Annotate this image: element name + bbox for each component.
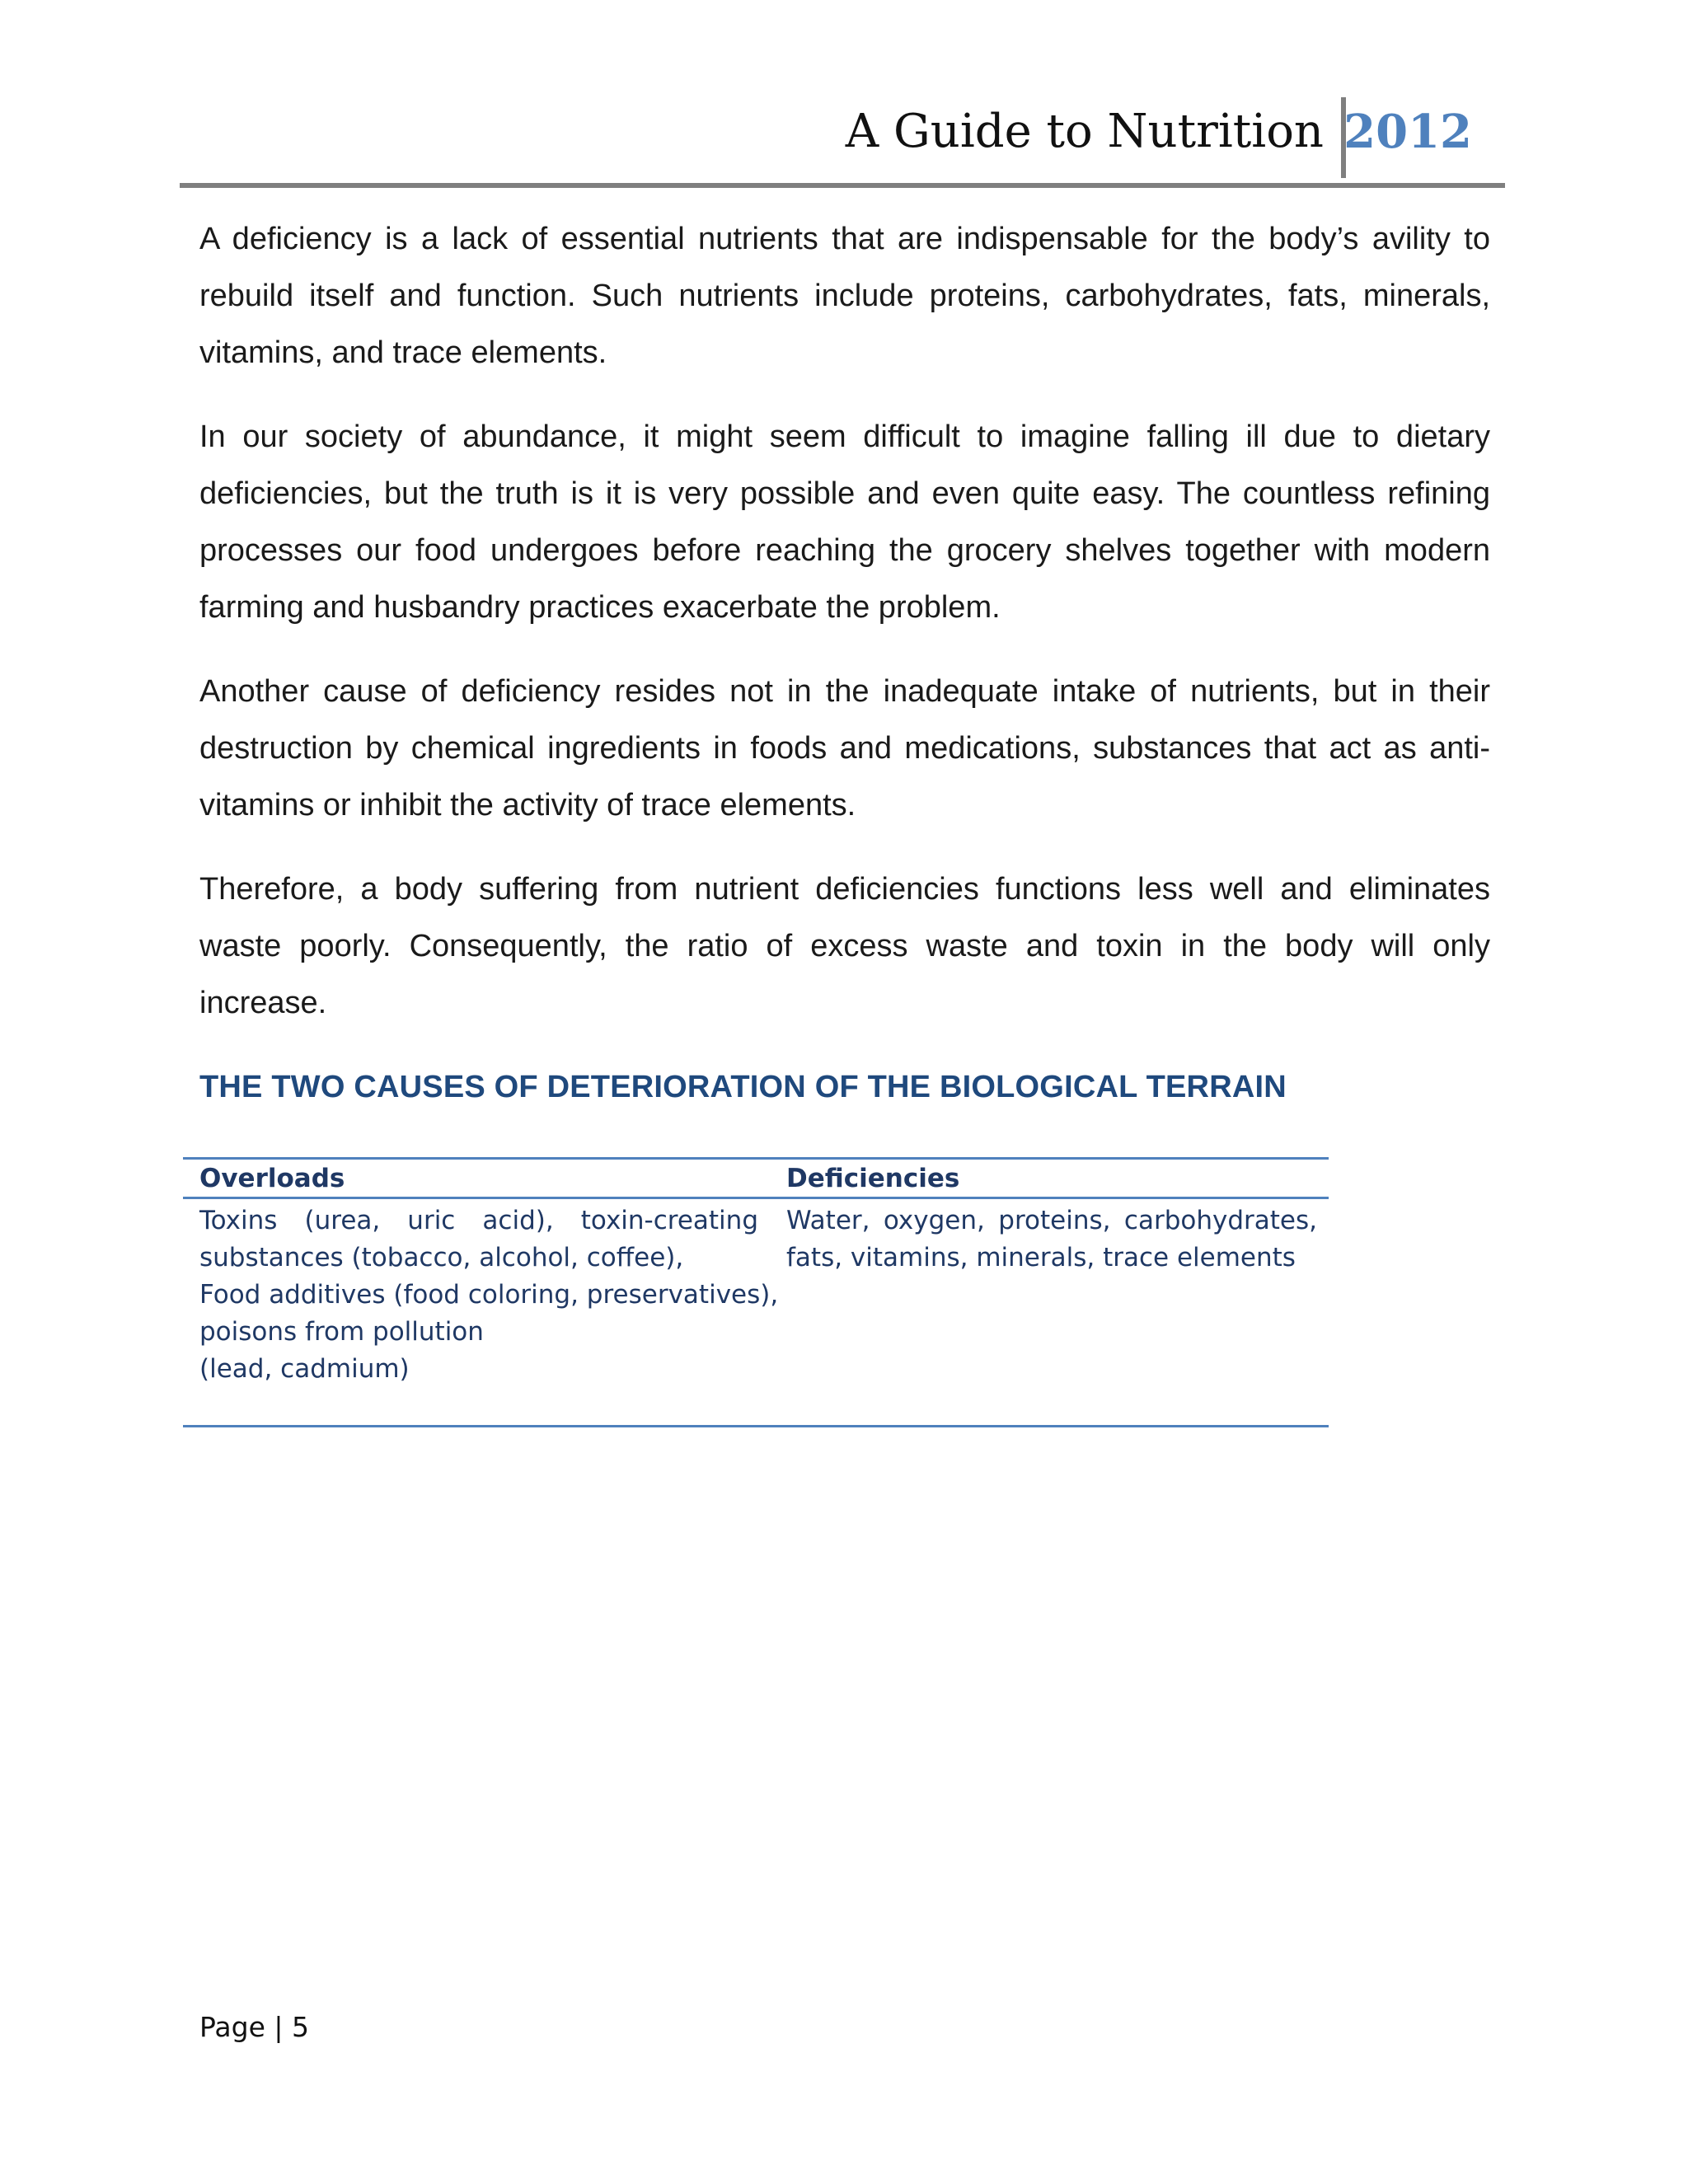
paragraph: In our society of abundance, it might seem difficult to imagine falling ill due to dietary deficiencies, but the truth is it is very possible and even quite easy. The countless refining processes our food undergoes before reaching the grocery shelves together with modern farming and husbandry practices exacerbate the problem. xyxy=(199,419,1490,625)
table-row xyxy=(183,1199,1329,1388)
page-header xyxy=(180,97,1505,188)
overloads-cell xyxy=(183,1202,779,1388)
table-header-row xyxy=(183,1160,1329,1199)
overloads-line: Food additives (food coloring, preservatives), xyxy=(199,1280,779,1310)
document-title: A Guide to Nutrition xyxy=(845,105,1324,158)
document-year: 2012 xyxy=(1343,105,1472,159)
overloads-line: Toxins (urea, uric acid), toxin-creating xyxy=(199,1206,758,1235)
paragraph: Another cause of deficiency resides not in the inadequate intake of nutrients, but in their destruction by chemical ingredients in foods and medications, substances that act as anti-vitamins or inhibit the activity of trace elements. xyxy=(199,674,1490,823)
deficiencies-line: fats, vitamins, minerals, trace elements xyxy=(786,1243,1296,1272)
overloads-line: poisons from pollution xyxy=(199,1317,484,1347)
column-header-deficiencies: Deficiencies xyxy=(786,1163,960,1193)
paragraph: A deficiency is a lack of essential nutrients that are indispensable for the body’s avility to rebuild itself and function. Such nutrients include proteins, carbohydrates, fats, minerals, vitamins, and trace elements. xyxy=(199,222,1490,370)
column-header-overloads: Overloads xyxy=(199,1163,345,1193)
body-text xyxy=(199,211,1490,1059)
overloads-line: substances (tobacco, alcohol, coffee), xyxy=(199,1243,684,1272)
causes-table xyxy=(183,1157,1329,1427)
deficiencies-cell xyxy=(770,1202,1329,1388)
section-heading: THE TWO CAUSES OF DETERIORATION OF THE BIOLOGICAL TERRAIN xyxy=(199,1070,1287,1104)
deficiencies-line: Water, oxygen, proteins, carbohydrates, xyxy=(786,1206,1317,1235)
paragraph: Therefore, a body suffering from nutrient deficiencies functions less well and eliminates waste poorly. Consequently, the ratio of excess waste and toxin in the body will only increase. xyxy=(199,872,1490,1020)
page-number: Page | 5 xyxy=(199,2011,309,2043)
overloads-line: (lead, cadmium) xyxy=(199,1354,410,1384)
